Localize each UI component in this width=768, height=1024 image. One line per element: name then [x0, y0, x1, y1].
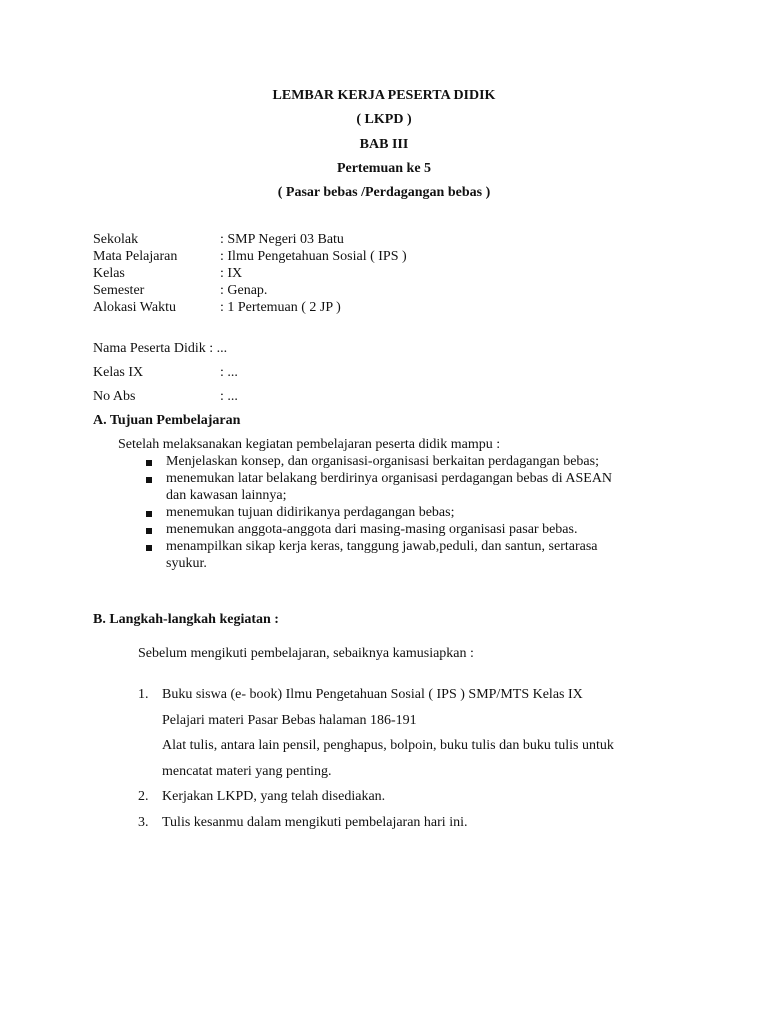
identity-label-class: Kelas — [93, 266, 125, 281]
list-item-text-continued: dan kawasan lainnya; — [166, 488, 287, 503]
list-item-text: menemukan tujuan didirikanya perdagangan bebas; — [166, 505, 455, 520]
square-bullet-icon — [146, 477, 152, 483]
list-item-text: menampilkan sikap kerja keras, tanggung jawab,peduli, dan santun, sertarasa — [166, 539, 598, 554]
step-text: Kerjakan LKPD, yang telah disediakan. — [162, 789, 386, 804]
step-subtext: Pelajari materi Pasar Bebas halaman 186-191 — [162, 713, 417, 728]
list-item-text-continued: syukur. — [166, 556, 207, 571]
step-subtext: Alat tulis, antara lain pensil, penghapus, bolpoin, buku tulis dan buku tulis untuk — [162, 738, 614, 753]
section-a-intro: Setelah melaksanakan kegiatan pembelajaran peserta didik mampu : — [118, 437, 501, 452]
student-class-value: : ... — [220, 365, 238, 380]
identity-value-time: : 1 Pertemuan ( 2 JP ) — [220, 300, 341, 315]
meeting-label: Pertemuan ke 5 — [336, 161, 432, 176]
student-class-label: Kelas IX — [93, 365, 144, 380]
section-a-heading: A. Tujuan Pembelajaran — [93, 413, 241, 428]
step-subtext: mencatat materi yang penting. — [162, 764, 332, 779]
section-b-intro: Sebelum mengikuti pembelajaran, sebaiknya kamusiapkan : — [138, 646, 474, 661]
step-number: 3. — [138, 815, 149, 830]
list-item-text: menemukan latar belakang berdirinya organisasi perdagangan bebas di ASEAN — [166, 471, 613, 486]
document-title: LEMBAR KERJA PESERTA DIDIK — [272, 88, 496, 103]
step-text: Buku siswa (e- book) Ilmu Pengetahuan Sosial ( IPS ) SMP/MTS Kelas IX — [162, 687, 583, 702]
student-name-field: Nama Peserta Didik : ... — [93, 341, 228, 356]
topic-label: ( Pasar bebas /Perdagangan bebas ) — [277, 185, 491, 200]
identity-value-semester: : Genap. — [220, 283, 268, 298]
identity-value-subject: : Ilmu Pengetahuan Sosial ( IPS ) — [220, 249, 407, 264]
list-item-text: Menjelaskan konsep, dan organisasi-organisasi berkaitan perdagangan bebas; — [166, 454, 599, 469]
student-abs-label: No Abs — [93, 389, 136, 404]
square-bullet-icon — [146, 528, 152, 534]
identity-label-school: Sekolak — [93, 232, 139, 247]
identity-label-subject: Mata Pelajaran — [93, 249, 178, 264]
student-abs-value: : ... — [220, 389, 238, 404]
identity-label-time: Alokasi Waktu — [93, 300, 176, 315]
square-bullet-icon — [146, 511, 152, 517]
identity-label-semester: Semester — [93, 283, 145, 298]
identity-value-school: : SMP Negeri 03 Batu — [220, 232, 344, 247]
square-bullet-icon — [146, 460, 152, 466]
step-text: Tulis kesanmu dalam mengikuti pembelajaran hari ini. — [162, 815, 468, 830]
document-subtitle: ( LKPD ) — [356, 112, 412, 127]
section-b-heading: B. Langkah-langkah kegiatan : — [93, 612, 279, 627]
chapter-label: BAB III — [359, 137, 409, 152]
step-number: 1. — [138, 687, 149, 702]
identity-value-class: : IX — [220, 266, 243, 281]
list-item-text: menemukan anggota-anggota dari masing-masing organisasi pasar bebas. — [166, 522, 578, 537]
step-number: 2. — [138, 789, 149, 804]
square-bullet-icon — [146, 545, 152, 551]
